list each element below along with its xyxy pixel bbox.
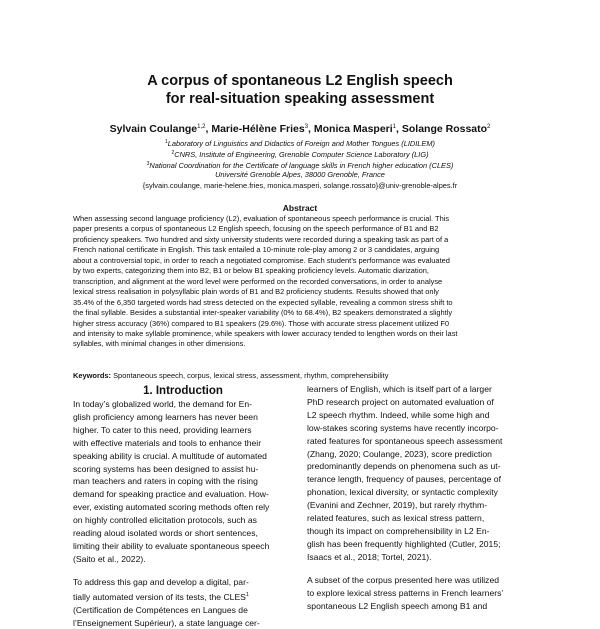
author-emails: {sylvain.coulange, marie-helene.fries, monica.masperi, solange.rossato}@univ-grenoble-alpes.fr (0, 181, 600, 191)
body-line: l’Enseignement Supérieur), a state language cer- (73, 617, 295, 629)
body-line: glish has been frequently highlighted (Cutler, 2015; (307, 538, 529, 551)
body-line: ever, existing automated scoring methods often rely (73, 501, 295, 514)
body-line: (Saito et al., 2022). (73, 553, 295, 566)
left-column (73, 398, 295, 629)
body-line: limiting their ability to evaluate spontaneous speech (73, 540, 295, 553)
author-1: Sylvain Coulange$^{1,2}$, (110, 123, 212, 135)
footnote-marker[interactable]: 1 (246, 592, 249, 598)
body-line: low-stakes scoring systems have recently incorpo- (307, 422, 529, 435)
abstract-line: syllables, with minimal changes in other dimensions. (73, 339, 529, 349)
body-line: PhD research project on automated evaluation of (307, 396, 529, 409)
abstract-line: paper presents a corpus of spontaneous L2 English speech, focusing on the speech performance of B1 and B2 (73, 224, 529, 234)
body-line: to explore lexical stress patterns in French learners’ (307, 587, 529, 600)
abstract-line: by two experts, categorizing them into B2, B1 or below B1 speaking proficiency levels. Automatic diarization, (73, 266, 529, 276)
affiliation-3: $^3$National Coordination for the Certificate of language skills in French higher education (CLES) (0, 159, 600, 171)
body-line: (Zhang, 2020; Coulange, 2023), score prediction (307, 448, 529, 461)
abstract-line: proficiency speakers. Two hundred and sixty university students were recorded during a speaking task as part of a (73, 235, 529, 245)
abstract-line: lexical stress realisation in polysyllabic plain words of B1 and B2 proficiency students. Results showed that only (73, 287, 529, 297)
body-line: L2 speech rhythm. Indeed, while some high and (307, 409, 529, 422)
body-line: with effective materials and tools to enhance their (73, 437, 295, 450)
body-line: scoring systems has been designed to assist hu- (73, 463, 295, 476)
body-line: reading aloud isolated words or short sentences, (73, 527, 295, 540)
body-line: higher. To cater to this need, providing learners (73, 424, 295, 437)
body-line: rated features for spontaneous speech assessment (307, 435, 529, 448)
body-line: In today’s globalized world, the demand for En- (73, 398, 295, 411)
university-address: Université Grenoble Alpes, 38000 Grenoble, France (0, 170, 600, 180)
keywords: Keywords: Spontaneous speech, corpus, lexical stress, assessment, rhythm, comprehensibility (73, 371, 529, 381)
author-2: Marie-Hélène Fries$^3$, (211, 123, 314, 135)
body-line: To address this gap and develop a digital, par- (73, 576, 295, 589)
abstract-line: French national certificate in English. This task entailed a 10-minute role-play among 2 or 3 candidates, arguing (73, 245, 529, 255)
abstract-body (73, 214, 529, 350)
body-line: tially automated version of its tests, the CLES$^1$ (73, 589, 295, 604)
author-3: Monica Masperi$^1$, (314, 123, 402, 135)
body-line: demand for speaking practice and evaluation. How- (73, 488, 295, 501)
section-heading-introduction: 1. Introduction (73, 384, 293, 398)
body-line: (Evanini and Zechner, 2019), but rarely rhythm- (307, 499, 529, 512)
abstract-line: transcription, and alignment at the word level were performed on the recorded conversations, in order to analyse (73, 277, 529, 287)
affiliation-1: $^1$Laboratory of Linguistics and Didactics of Foreign and Mother Tongues (LIDILEM) (0, 137, 600, 149)
body-line: terance length, frequency of pauses, percentage of (307, 473, 529, 486)
body-line: though its impact on comprehensibility in L2 En- (307, 525, 529, 538)
paper-title-line-1: A corpus of spontaneous L2 English speech (0, 72, 600, 90)
body-line: on highly controlled elicitation protocols, such as (73, 514, 295, 527)
body-line: Isaacs et al., 2018; Tortel, 2021). (307, 551, 529, 564)
body-line: phonation, lexical diversity, or syntactic complexity (307, 486, 529, 499)
abstract-line: and intensity to make syllable prominence, while speakers with lower accuracy tended to lengthen words on their last (73, 329, 529, 339)
author-list (0, 121, 600, 136)
abstract-line: about a controversial topic, in order to reach a negotiated compromise. Each student’s performance was evaluated (73, 256, 529, 266)
body-line: learners of English, which is itself part of a larger (307, 383, 529, 396)
abstract-line: the final syllable. Besides a substantial inter-speaker variability (0% to 68.4%), B2 speakers demonstrated a slightly (73, 308, 529, 318)
body-line: speaking ability is crucial. A multitude of automated (73, 450, 295, 463)
paper-title-line-2: for real-situation speaking assessment (0, 90, 600, 108)
body-line: predominantly depends on phenomena such as ut- (307, 460, 529, 473)
body-line: glish proficiency among learners has never been (73, 411, 295, 424)
affiliation-2: $^2$CNRS, Institute of Engineering, Grenoble Computer Science Laboratory (LIG) (0, 148, 600, 160)
abstract-heading: Abstract (0, 203, 600, 213)
body-line: related features, such as lexical stress pattern, (307, 512, 529, 525)
author-4: Solange Rossato$^2$ (402, 123, 491, 135)
abstract-line: 35.4% of the 6,350 targeted words had stress detected on the expected syllable, revealing a common stress shift to (73, 298, 529, 308)
abstract-line: When assessing second language proficiency (L2), evaluation of spontaneous speech performance is crucial. This (73, 214, 529, 224)
body-line: A subset of the corpus presented here was utilized (307, 574, 529, 587)
body-line: (Certification de Compétences en Langues de (73, 604, 295, 617)
right-column (307, 383, 529, 612)
body-line: man teachers and raters in coping with the rising (73, 475, 295, 488)
abstract-line: higher stress accuracy (36%) compared to B1 speakers (29.6%). Those with accurate stress placement utilized F0 (73, 319, 529, 329)
body-line: spontaneous L2 English speech among B1 and (307, 600, 529, 613)
